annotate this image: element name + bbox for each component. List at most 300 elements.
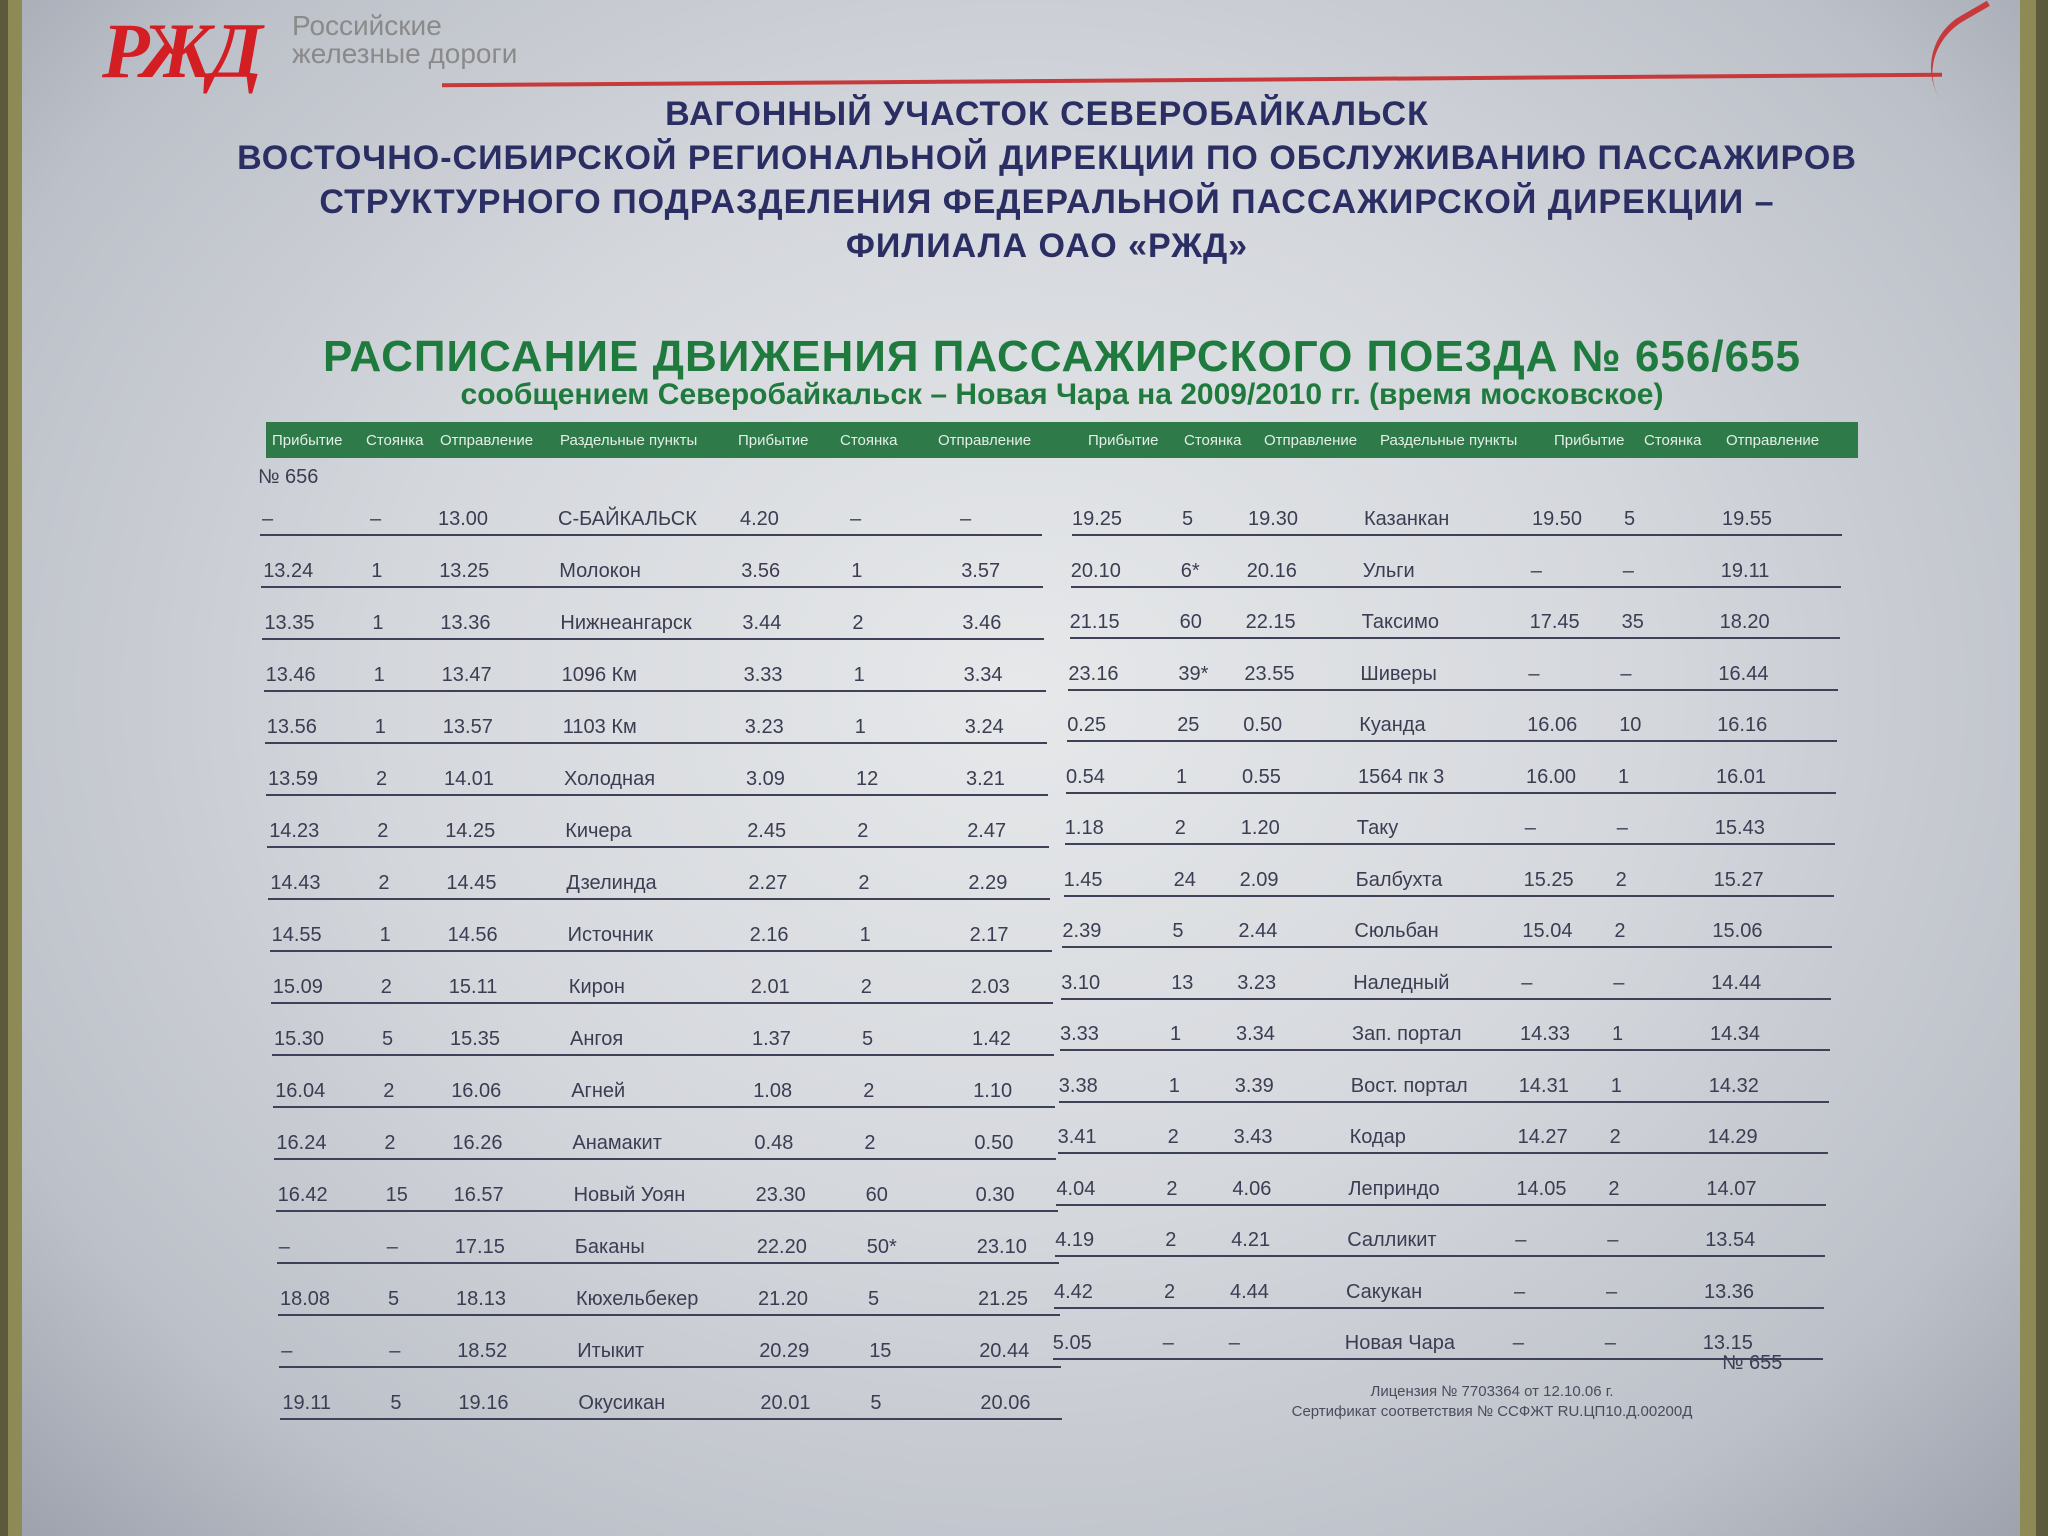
time-cell: 14.45 <box>446 872 497 894</box>
time-cell: 14.29 <box>1707 1126 1758 1148</box>
time-cell: 5 <box>868 1288 880 1310</box>
station-name: Анамакит <box>572 1132 662 1154</box>
time-cell: 22.15 <box>1245 611 1296 633</box>
time-cell: 0.50 <box>1243 714 1283 736</box>
time-cell: 3.09 <box>746 768 785 790</box>
time-cell: 2.29 <box>968 872 1008 894</box>
time-cell: 3.24 <box>964 716 1004 738</box>
schedule-row <box>279 1336 1061 1368</box>
time-cell: 18.13 <box>456 1288 507 1310</box>
schedule-row <box>1060 1019 1830 1051</box>
time-cell: 2 <box>1166 1177 1178 1200</box>
time-cell: 2 <box>1608 1177 1620 1200</box>
time-cell: 13.54 <box>1705 1229 1756 1251</box>
time-cell: – <box>1512 1332 1524 1354</box>
time-cell: 1.08 <box>753 1080 793 1102</box>
time-cell: 4.20 <box>740 508 779 530</box>
time-cell: 4.44 <box>1230 1280 1269 1303</box>
time-cell: 5 <box>1172 920 1184 942</box>
time-cell: 2.47 <box>967 820 1007 842</box>
time-cell: 4.21 <box>1231 1229 1271 1251</box>
time-cell: 13 <box>1171 971 1194 994</box>
time-cell: 15.06 <box>1712 920 1763 942</box>
time-cell: 14.25 <box>445 820 496 842</box>
time-cell: – <box>386 1236 398 1258</box>
time-cell: 35 <box>1621 611 1644 633</box>
column-header-left-4: Прибытие <box>738 432 809 449</box>
schedule-row <box>265 712 1047 744</box>
time-cell: 19.55 <box>1722 508 1773 530</box>
time-cell: 2.16 <box>749 924 789 946</box>
time-cell: 14.05 <box>1516 1177 1567 1200</box>
time-cell: 1 <box>854 716 866 738</box>
column-header-left-2: Отправление <box>440 432 534 449</box>
time-cell: 3.23 <box>1237 971 1277 994</box>
schedule-row <box>273 1076 1055 1108</box>
time-cell: 13.35 <box>264 612 315 634</box>
time-cell: 16.16 <box>1717 714 1768 736</box>
time-cell: 1.42 <box>972 1028 1011 1050</box>
station-name: Наледный <box>1353 971 1450 994</box>
station-name: Таксимо <box>1361 611 1440 633</box>
time-cell: 13.47 <box>441 664 492 686</box>
schedule-row <box>1067 710 1837 742</box>
time-cell: 3.33 <box>743 664 783 686</box>
schedule-row <box>272 1024 1054 1056</box>
time-cell: 14.34 <box>1710 1023 1761 1045</box>
time-cell: 25 <box>1177 714 1200 736</box>
time-cell: 0.48 <box>754 1132 794 1154</box>
station-name: Новая Чара <box>1344 1332 1455 1354</box>
column-header-left-5: Стоянка <box>840 432 898 449</box>
schedule-row <box>260 504 1042 536</box>
time-cell: 6* <box>1180 559 1200 582</box>
station-name: Зап. портал <box>1352 1023 1462 1045</box>
time-cell: 1 <box>1618 765 1630 788</box>
schedule-row <box>274 1128 1056 1160</box>
schedule-row <box>268 868 1050 900</box>
time-cell: 3.10 <box>1061 971 1101 994</box>
time-cell: 14.07 <box>1706 1177 1757 1200</box>
time-cell: 14.31 <box>1518 1074 1569 1097</box>
station-name: Агней <box>571 1080 626 1102</box>
certificate-text: Сертификат соответствия № ССФЖТ RU.ЦП10.Д.00200Д <box>1291 1403 1693 1420</box>
time-cell: 2 <box>852 612 864 634</box>
schedule-row <box>1072 504 1842 536</box>
time-cell: 4.19 <box>1055 1229 1095 1251</box>
rzd-logo-text-line1: Российские <box>292 10 442 41</box>
time-cell: 16.04 <box>275 1080 326 1102</box>
time-cell: 15.27 <box>1713 868 1764 891</box>
station-name: Салликит <box>1347 1229 1437 1251</box>
schedule-row <box>262 608 1044 640</box>
time-cell: 2 <box>857 820 869 842</box>
station-name: Кодар <box>1349 1126 1406 1148</box>
time-cell: 1 <box>1610 1074 1622 1097</box>
column-header-left-3: Раздельные пункты <box>560 432 698 449</box>
time-cell: 19.25 <box>1072 508 1123 530</box>
time-cell: 21.25 <box>978 1288 1029 1310</box>
time-cell: 3.41 <box>1057 1126 1097 1148</box>
header-line-4: ФИЛИАЛА ОАО «РЖД» <box>845 227 1249 265</box>
time-cell: 0.54 <box>1066 765 1105 788</box>
schedule-row <box>261 556 1043 588</box>
time-cell: 13.56 <box>266 716 317 738</box>
time-cell: 20.10 <box>1070 559 1121 582</box>
station-name: Новый Уоян <box>573 1184 686 1206</box>
schedule-row <box>1064 865 1834 897</box>
time-cell: 2 <box>384 1132 396 1154</box>
schedule-row <box>266 764 1048 796</box>
time-cell: 3.38 <box>1058 1074 1098 1097</box>
time-cell: 3.21 <box>966 768 1005 790</box>
station-name: Куанда <box>1359 714 1426 736</box>
column-header-right-6: Отправление <box>1726 432 1820 449</box>
time-cell: 2 <box>863 1080 875 1102</box>
rzd-logo-mark: РЖД <box>102 7 259 94</box>
schedule-row <box>1061 968 1831 1000</box>
schedule-row <box>278 1284 1060 1316</box>
header-line-2: ВОСТОЧНО-СИБИРСКОЙ РЕГИОНАЛЬНОЙ ДИРЕКЦИИ ПО ОБСЛУЖИВАНИЮ ПАССАЖИРОВ <box>237 139 1857 177</box>
time-cell: 3.23 <box>744 716 784 738</box>
time-cell: 3.34 <box>963 664 1003 686</box>
license-text: Лицензия № 7703364 от 12.10.06 г. <box>1370 1383 1614 1400</box>
time-cell: 13.57 <box>442 716 493 738</box>
time-cell: 20.16 <box>1246 559 1297 582</box>
time-cell: 5 <box>388 1288 400 1310</box>
time-cell: 50* <box>866 1236 897 1258</box>
time-cell: 5 <box>390 1392 402 1414</box>
time-cell: 24 <box>1173 868 1196 891</box>
time-cell: 23.55 <box>1244 662 1295 685</box>
time-cell: – <box>1604 1332 1616 1354</box>
time-cell: 1 <box>1168 1074 1180 1097</box>
time-cell: 16.06 <box>1527 714 1578 736</box>
schedule-row <box>270 920 1052 952</box>
time-cell: – <box>389 1340 401 1362</box>
schedule-row <box>1071 556 1841 588</box>
schedule-row <box>1065 813 1835 845</box>
organization-header <box>122 92 1972 268</box>
time-cell: 16.57 <box>453 1184 504 1206</box>
schedule-row <box>1068 659 1838 691</box>
time-cell: 16.44 <box>1718 662 1769 685</box>
time-cell: 16.01 <box>1716 765 1767 788</box>
header-line-1: ВАГОННЫЙ УЧАСТОК СЕВЕРОБАЙКАЛЬСК <box>665 95 1429 133</box>
station-name: Кюхельбекер <box>576 1288 699 1310</box>
column-header-right-5: Стоянка <box>1644 432 1702 449</box>
time-cell: 13.25 <box>439 560 490 582</box>
time-cell: – <box>1607 1229 1619 1251</box>
time-cell: 18.20 <box>1719 611 1770 633</box>
time-cell: 19.50 <box>1532 508 1583 530</box>
time-cell: 13.00 <box>438 508 489 530</box>
time-cell: – <box>960 508 972 530</box>
station-name: Баканы <box>574 1236 645 1258</box>
time-cell: 1 <box>372 612 384 634</box>
time-cell: 18.08 <box>280 1288 331 1310</box>
time-cell: 23.10 <box>976 1236 1027 1258</box>
time-cell: 13.46 <box>265 664 316 686</box>
time-cell: 1 <box>373 664 385 686</box>
time-cell: 60 <box>865 1184 888 1206</box>
schedule-row <box>1058 1122 1828 1154</box>
time-cell: 13.15 <box>1702 1332 1753 1354</box>
time-cell: – <box>1515 1229 1527 1251</box>
time-cell: 2.44 <box>1238 920 1278 942</box>
time-cell: 1.10 <box>973 1080 1013 1102</box>
column-header-right-0: Прибытие <box>1088 432 1159 449</box>
time-cell: 5 <box>870 1392 882 1414</box>
schedule-row <box>277 1232 1059 1264</box>
time-cell: 2 <box>383 1080 395 1102</box>
schedule-row <box>1070 607 1840 639</box>
station-name: 1564 пк 3 <box>1358 765 1445 788</box>
time-cell: 15.25 <box>1523 868 1574 891</box>
time-cell: 4.42 <box>1054 1280 1093 1303</box>
time-cell: 19.11 <box>1720 559 1770 582</box>
schedule-row <box>276 1180 1058 1212</box>
time-cell: 3.56 <box>741 560 781 582</box>
time-cell: 16.42 <box>277 1184 328 1206</box>
time-cell: 13.36 <box>440 612 491 634</box>
time-cell: 3.39 <box>1234 1074 1274 1097</box>
time-cell: 14.33 <box>1520 1023 1571 1045</box>
time-cell: 4.06 <box>1232 1177 1272 1200</box>
time-cell: 14.44 <box>1711 971 1762 994</box>
station-name: Сюльбан <box>1354 920 1439 942</box>
station-name: Холодная <box>564 768 656 790</box>
time-cell: 1.37 <box>752 1028 791 1050</box>
time-cell: 2.45 <box>747 820 787 842</box>
time-cell: 0.25 <box>1067 714 1107 736</box>
schedule-subtitle: сообщением Северобайкальск – Новая Чара на 2009/2010 гг. (время московское) <box>460 378 1664 411</box>
station-name: Ульги <box>1362 559 1415 582</box>
time-cell: 10 <box>1619 714 1642 736</box>
time-cell: – <box>1524 817 1536 839</box>
schedule-row <box>1053 1328 1823 1360</box>
time-cell: 17.45 <box>1529 611 1580 633</box>
time-cell: 17.15 <box>454 1236 505 1258</box>
time-cell: 2 <box>376 768 388 790</box>
time-cell: 2.39 <box>1062 920 1102 942</box>
time-cell: – <box>1228 1332 1240 1354</box>
schedule-row <box>271 972 1053 1004</box>
station-name: Кирон <box>568 976 625 998</box>
schedule-row <box>1056 1174 1826 1206</box>
header-line-3: СТРУКТУРНОГО ПОДРАЗДЕЛЕНИЯ ФЕДЕРАЛЬНОЙ ПАССАЖИРСКОЙ ДИРЕКЦИИ – <box>319 183 1775 221</box>
time-cell: 3.33 <box>1060 1023 1099 1045</box>
station-name: Балбухта <box>1355 868 1443 891</box>
station-name: Казанкан <box>1364 508 1450 530</box>
time-cell: – <box>262 508 274 530</box>
time-cell: – <box>1613 971 1625 994</box>
column-header-right-1: Стоянка <box>1184 432 1242 449</box>
time-cell: 15.43 <box>1714 817 1765 839</box>
time-cell: 1 <box>379 924 391 946</box>
time-cell: 14.56 <box>447 924 498 946</box>
time-cell: 15.35 <box>450 1028 501 1050</box>
time-cell: 2.17 <box>969 924 1009 946</box>
station-name: Сакукан <box>1346 1280 1423 1303</box>
station-name: Окусикан <box>578 1392 666 1414</box>
time-cell: 1 <box>1612 1023 1624 1045</box>
time-cell: 3.44 <box>742 612 782 634</box>
time-cell: 13.36 <box>1704 1280 1755 1303</box>
time-cell: 21.20 <box>758 1288 809 1310</box>
time-cell: – <box>278 1236 290 1258</box>
station-name: С-БАЙКАЛЬСК <box>558 508 697 530</box>
time-cell: – <box>1616 817 1628 839</box>
time-cell: 14.55 <box>271 924 322 946</box>
time-cell: 39* <box>1178 662 1209 685</box>
column-header-left-6: Отправление <box>938 432 1032 449</box>
time-cell: 0.55 <box>1242 765 1281 788</box>
time-cell: – <box>1514 1280 1526 1303</box>
station-name: Источник <box>567 924 653 946</box>
time-cell: 19.16 <box>458 1392 509 1414</box>
time-cell: 15 <box>385 1184 408 1206</box>
time-cell: 2 <box>858 872 870 894</box>
schedule-row <box>1059 1071 1829 1103</box>
time-cell: 2 <box>1615 868 1627 891</box>
time-cell: 3.43 <box>1233 1126 1273 1148</box>
time-cell: 15.09 <box>272 976 323 998</box>
station-name: Вост. портал <box>1350 1074 1468 1097</box>
station-name: Дзелинда <box>566 872 657 894</box>
station-name: Молокон <box>559 560 641 582</box>
time-cell: 14.23 <box>269 820 320 842</box>
station-name: Шиверы <box>1360 662 1437 685</box>
time-cell: 13.59 <box>268 768 319 790</box>
time-cell: 60 <box>1179 611 1202 633</box>
brand-red-line <box>442 73 1942 87</box>
column-header-right-4: Прибытие <box>1554 432 1625 449</box>
time-cell: 20.01 <box>760 1392 811 1414</box>
time-cell: 1 <box>1176 765 1188 788</box>
license-block <box>1152 1382 1832 1422</box>
time-cell: 21.15 <box>1069 611 1120 633</box>
station-name: 1096 Км <box>561 664 638 686</box>
time-cell: 14.01 <box>444 768 495 790</box>
train-number-656: № 656 <box>258 466 319 488</box>
station-name: Таку <box>1356 817 1399 839</box>
time-cell: – <box>1528 662 1540 685</box>
time-cell: 2 <box>1165 1229 1177 1251</box>
time-cell: 2 <box>860 976 872 998</box>
time-cell: 1 <box>371 560 383 582</box>
time-cell: – <box>281 1340 293 1362</box>
time-cell: – <box>370 508 382 530</box>
schedule-row <box>267 816 1049 848</box>
time-cell: – <box>850 508 862 530</box>
time-cell: 0.30 <box>975 1184 1015 1206</box>
time-cell: 3.34 <box>1236 1023 1275 1045</box>
time-cell: 19.11 <box>282 1392 331 1414</box>
time-cell: 14.27 <box>1517 1126 1568 1148</box>
time-cell: 2 <box>1174 817 1186 839</box>
time-cell: 16.26 <box>452 1132 503 1154</box>
schedule-row <box>1062 916 1832 948</box>
time-cell: 12 <box>856 768 879 790</box>
column-header-right-2: Отправление <box>1264 432 1358 449</box>
time-cell: 1 <box>853 664 865 686</box>
time-cell: 15.30 <box>274 1028 325 1050</box>
time-cell: 3.46 <box>962 612 1002 634</box>
time-cell: 2 <box>1167 1126 1179 1148</box>
column-header-right-3: Раздельные пункты <box>1380 432 1518 449</box>
rzd-logo-text-line2: железные дороги <box>292 38 518 69</box>
schedule-row <box>280 1388 1062 1420</box>
time-cell: 3.57 <box>961 560 1001 582</box>
time-cell: – <box>1521 971 1533 994</box>
time-cell: 5 <box>862 1028 874 1050</box>
time-cell: 15.04 <box>1522 920 1573 942</box>
station-name: Леприндо <box>1348 1177 1440 1200</box>
schedule-row <box>1054 1277 1824 1309</box>
schedule-row <box>1055 1225 1825 1257</box>
time-cell: 14.32 <box>1708 1074 1759 1097</box>
time-cell: 2.27 <box>748 872 788 894</box>
time-cell: 20.44 <box>979 1340 1030 1362</box>
station-name: Ангоя <box>570 1028 624 1050</box>
time-cell: 19.30 <box>1248 508 1299 530</box>
time-cell: 16.06 <box>451 1080 502 1102</box>
time-cell: 4.04 <box>1056 1177 1096 1200</box>
time-cell: 16.00 <box>1526 765 1577 788</box>
time-cell: 2.09 <box>1239 868 1279 891</box>
station-name: Итыкит <box>577 1340 645 1362</box>
time-cell: 1 <box>1170 1023 1182 1045</box>
time-cell: 1 <box>374 716 386 738</box>
column-header-left-1: Стоянка <box>366 432 424 449</box>
station-name: 1103 Км <box>562 716 637 738</box>
time-cell: 16.24 <box>276 1132 327 1154</box>
column-header-left-0: Прибытие <box>272 432 343 449</box>
time-cell: 1 <box>851 560 863 582</box>
time-cell: 2 <box>1164 1280 1176 1303</box>
time-cell: 5 <box>1624 508 1636 530</box>
time-cell: 1.18 <box>1064 817 1104 839</box>
time-cell: 2 <box>380 976 392 998</box>
station-name: Нижнеангарск <box>560 612 692 634</box>
time-cell: 20.06 <box>980 1392 1031 1414</box>
time-cell: – <box>1622 559 1634 582</box>
time-cell: – <box>1530 559 1542 582</box>
time-cell: 5.05 <box>1052 1332 1092 1354</box>
time-cell: 2 <box>377 820 389 842</box>
time-cell: 5 <box>382 1028 394 1050</box>
time-cell: 18.52 <box>457 1340 508 1362</box>
time-cell: 14.43 <box>270 872 321 894</box>
time-cell: 2 <box>864 1132 876 1154</box>
time-cell: 2 <box>1609 1126 1621 1148</box>
time-cell: 5 <box>1182 508 1194 530</box>
time-cell: 2.03 <box>970 976 1010 998</box>
rzd-logo-text <box>292 12 592 68</box>
time-cell: 22.20 <box>756 1236 807 1258</box>
time-cell: 23.16 <box>1068 662 1119 685</box>
time-cell: 15.11 <box>448 976 498 998</box>
time-cell: 15 <box>869 1340 892 1362</box>
time-cell: 1.45 <box>1063 868 1103 891</box>
time-cell: – <box>1620 662 1632 685</box>
time-cell: 1.20 <box>1240 817 1280 839</box>
station-name: Кичера <box>565 820 632 842</box>
time-cell: 23.30 <box>755 1184 806 1206</box>
time-cell: 2 <box>378 872 390 894</box>
schedule-row <box>264 660 1046 692</box>
